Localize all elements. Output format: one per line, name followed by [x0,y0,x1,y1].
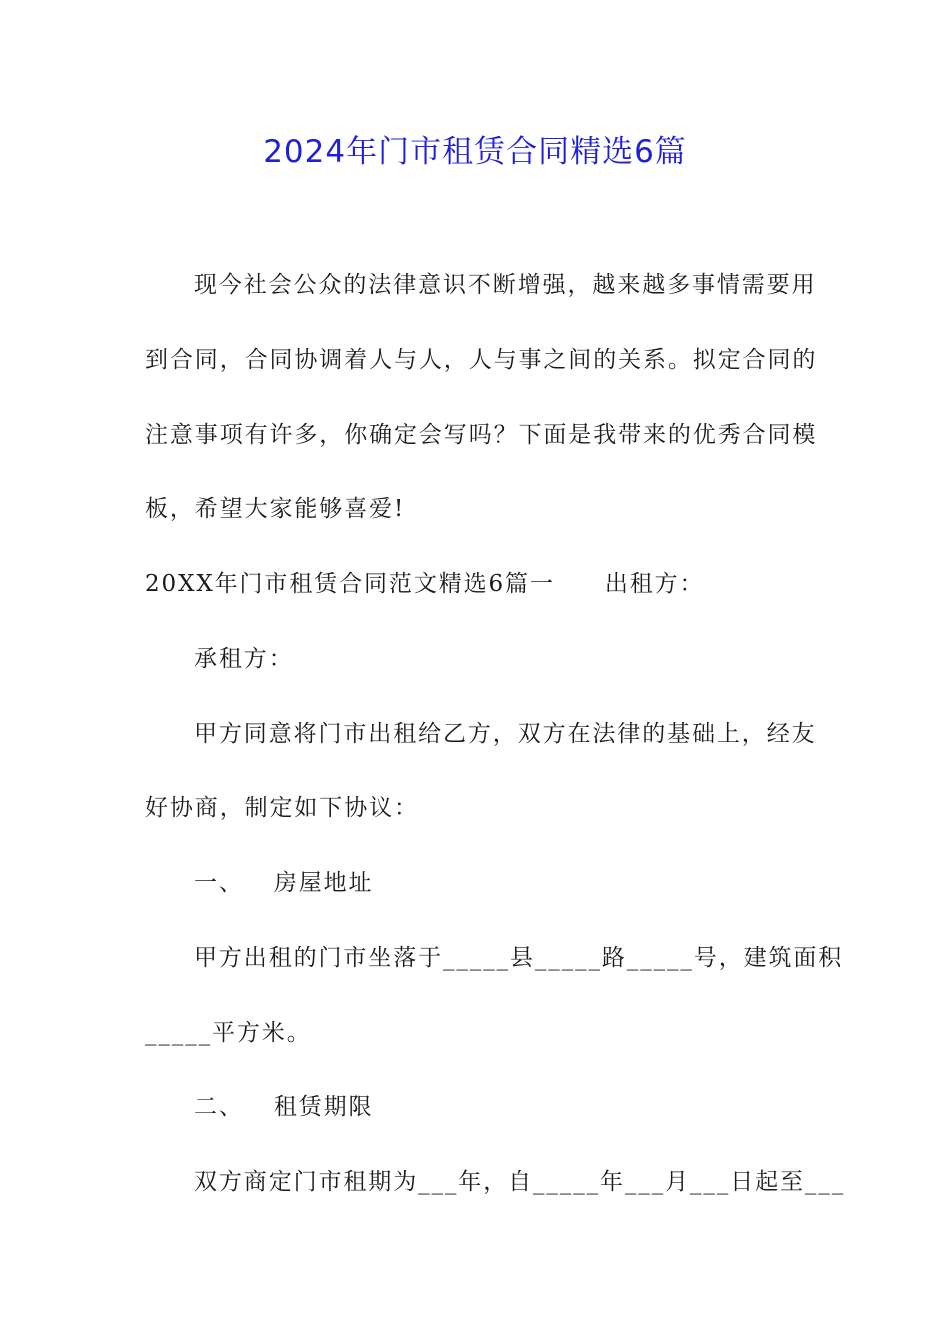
agreement-line-2: 好协商，制定如下协议： [145,795,419,821]
clause-2-body-line-1: 双方商定门市租期为___年，自_____年___月___日起至___ [194,1169,846,1195]
clause-1-heading [194,863,373,903]
section-heading: 20XX年门市租赁合同范文精选6篇一 [145,571,555,597]
section-heading-row [145,564,704,604]
clause-2-number: 二、 [194,1094,244,1120]
agreement-line-1: 甲方同意将门市出租给乙方，双方在法律的基础上，经友 [194,721,817,747]
clause-2-heading [194,1087,373,1127]
clause-1-number: 一、 [194,870,244,896]
lessee-label: 承租方： [194,646,294,672]
intro-line-3: 注意事项有许多，你确定会写吗？下面是我带来的优秀合同模 [145,422,818,448]
document-title: 2024年门市租赁合同精选6篇 [263,134,687,170]
intro-line-2: 到合同，合同协调着人与人，人与事之间的关系。拟定合同的 [145,347,818,373]
lessor-label: 出租方： [604,571,705,597]
clause-1-body-line-2: _____平方米。 [145,1020,312,1046]
intro-line-4: 板，希望大家能够喜爱! [145,496,406,522]
intro-line-1: 现今社会公众的法律意识不断增强，越来越多事情需要用 [194,272,817,298]
clause-1-body-line-1: 甲方出租的门市坐落于_____县_____路_____号，建筑面积 [194,945,844,971]
clause-1-title: 房屋地址 [273,870,374,896]
clause-2-title: 租赁期限 [273,1094,374,1120]
